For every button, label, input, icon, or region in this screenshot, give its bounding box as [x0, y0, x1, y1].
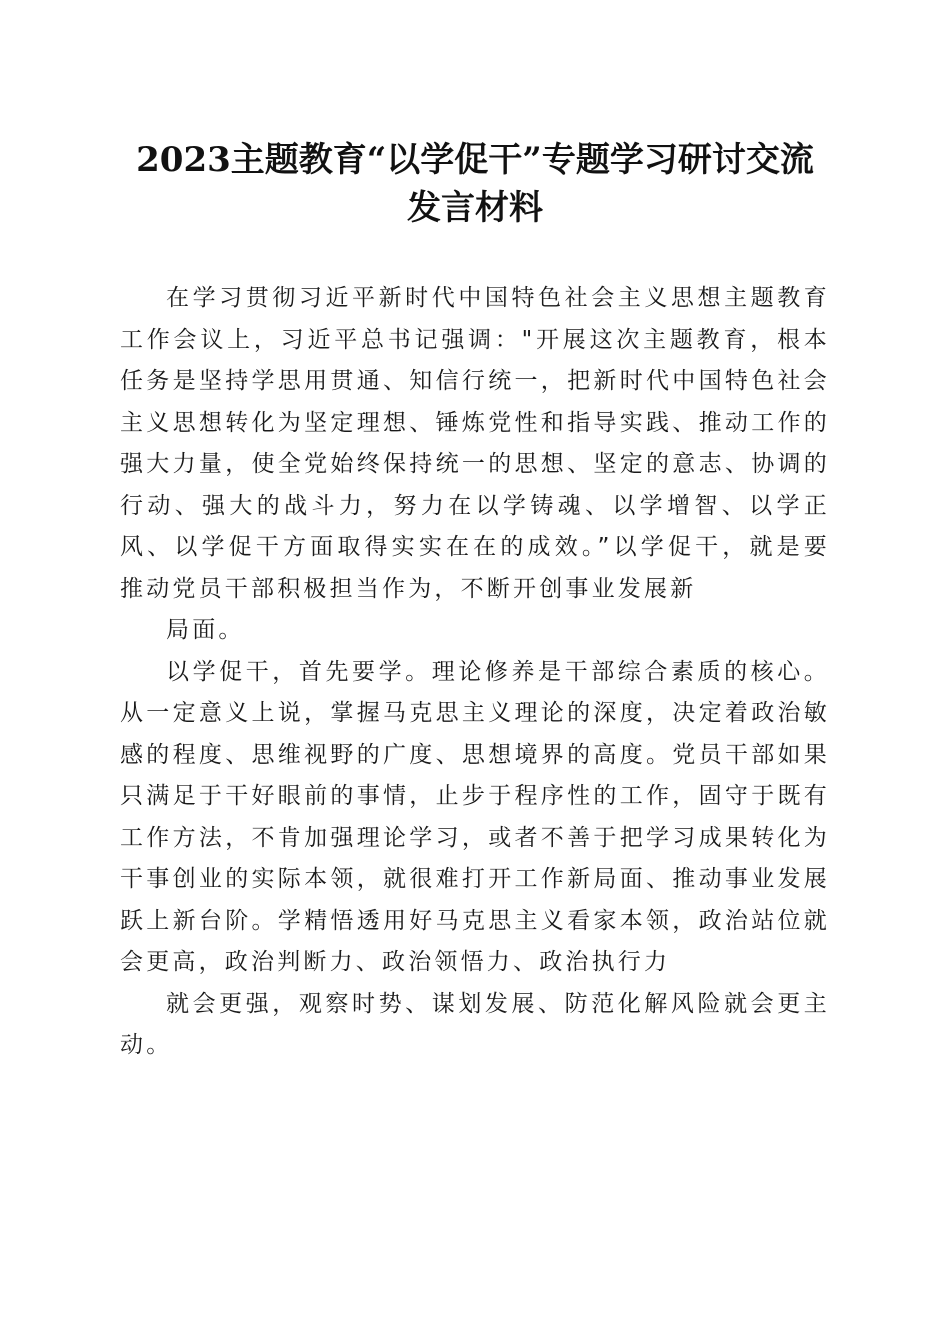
document-title: 2023主题教育“以学促干”专题学习研讨交流发言材料 [136, 140, 814, 228]
paragraph-1: 在学习贯彻习近平新时代中国特色社会主义思想主题教育工作会议上，习近平总书记强调："开展这次主题教育，根本任务是坚持学思用贯通、知信行统一，把新时代中国特色社会主义思想转化为坚定理想、锤炼党性和指导实践、推动工作的强大力量，使全党始终保持统一的思想、坚定的意志、协调的行动、强大的战斗力，努力在以学铸魂、以学增智、以学正风、以学促干方面取得实实在在的成效。”以学促干，就是要推动党员干部积极担当作为，不断开创事业发展新 [120, 285, 830, 602]
paragraph-3: 以学促干，首先要学。理论修养是干部综合素质的核心。从一定意义上说，掌握马克思主义理论的深度，决定着政治敏感的程度、思维视野的广度、思想境界的高度。党员干部如果只满足于干好眼前的事情，止步于程序性的工作，固守于既有工作方法，不肯加强理论学习，或者不善于把学习成果转化为干事创业的实际本领，就很难打开工作新局面、推动事业发展跃上新台阶。学精悟透用好马克思主义看家本领，政治站位就会更高，政治判断力、政治领悟力、政治执行力 [120, 658, 830, 975]
paragraph-2: 局面。 [166, 617, 245, 643]
document-body [120, 278, 830, 1067]
paragraph-4: 就会更强，观察时势、谋划发展、防范化解风险就会更主动。 [120, 990, 830, 1058]
